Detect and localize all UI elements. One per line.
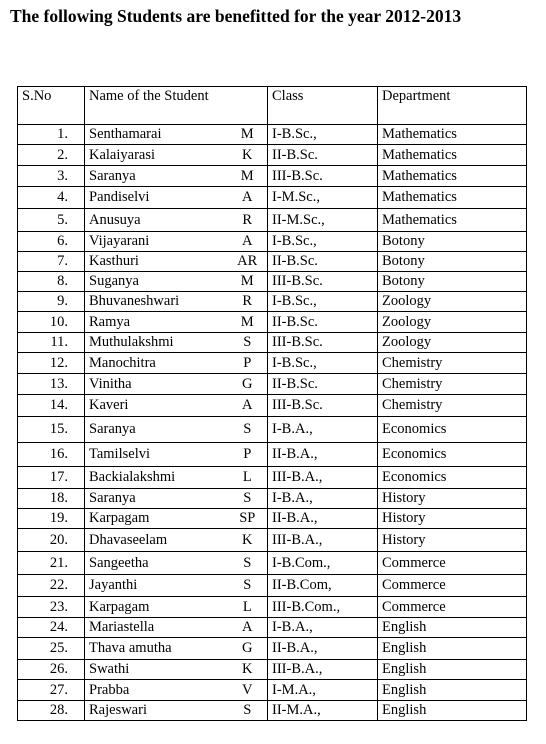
table-row <box>18 618 527 638</box>
table-row <box>18 575 527 597</box>
cell-name: Suganya <box>85 272 228 292</box>
cell-name: Manochitra <box>85 353 228 374</box>
cell-initial: S <box>228 489 268 509</box>
cell-department: Commerce <box>378 575 527 597</box>
cell-class: II-B.Sc. <box>268 374 378 395</box>
cell-name: Mariastella <box>85 618 228 638</box>
cell-sno: 2. <box>18 145 85 166</box>
cell-name: Kasthuri <box>85 252 228 272</box>
cell-name: Saranya <box>85 166 228 187</box>
cell-initial: R <box>228 292 268 312</box>
cell-department: English <box>378 618 527 638</box>
cell-department: Mathematics <box>378 166 527 187</box>
cell-initial: V <box>228 680 268 701</box>
table-row <box>18 680 527 701</box>
table-row <box>18 333 527 353</box>
cell-name: Jayanthi <box>85 575 228 597</box>
cell-name: Saranya <box>85 417 228 443</box>
table-row <box>18 529 527 552</box>
cell-sno: 20. <box>18 529 85 552</box>
header-name: Name of the Student <box>85 87 268 125</box>
cell-sno: 11. <box>18 333 85 353</box>
cell-name: Dhavaseelam <box>85 529 228 552</box>
cell-department: Botony <box>378 232 527 252</box>
cell-class: I-B.Sc., <box>268 125 378 145</box>
table-row <box>18 312 527 333</box>
cell-department: Mathematics <box>378 145 527 166</box>
cell-initial: A <box>228 187 268 209</box>
cell-initial: G <box>228 374 268 395</box>
cell-sno: 9. <box>18 292 85 312</box>
cell-name: Ramya <box>85 312 228 333</box>
cell-sno: 27. <box>18 680 85 701</box>
cell-name: Karpagam <box>85 509 228 529</box>
cell-department: History <box>378 529 527 552</box>
cell-department: English <box>378 680 527 701</box>
cell-sno: 8. <box>18 272 85 292</box>
table-row <box>18 187 527 209</box>
cell-sno: 28. <box>18 701 85 721</box>
cell-department: Commerce <box>378 597 527 618</box>
cell-initial: K <box>228 660 268 680</box>
cell-class: I-B.A., <box>268 618 378 638</box>
cell-initial: L <box>228 597 268 618</box>
cell-sno: 16. <box>18 443 85 467</box>
cell-initial: G <box>228 638 268 660</box>
table-row <box>18 701 527 721</box>
cell-name: Tamilselvi <box>85 443 228 467</box>
cell-class: II-M.Sc., <box>268 209 378 232</box>
cell-sno: 3. <box>18 166 85 187</box>
cell-name: Saranya <box>85 489 228 509</box>
cell-sno: 22. <box>18 575 85 597</box>
table-body <box>18 125 527 721</box>
table-row <box>18 489 527 509</box>
cell-name: Sangeetha <box>85 552 228 575</box>
cell-sno: 6. <box>18 232 85 252</box>
cell-department: Mathematics <box>378 125 527 145</box>
cell-sno: 19. <box>18 509 85 529</box>
cell-class: III-B.A., <box>268 467 378 489</box>
cell-initial: A <box>228 395 268 417</box>
cell-initial: P <box>228 443 268 467</box>
table-row <box>18 467 527 489</box>
cell-name: Anusuya <box>85 209 228 232</box>
cell-class: I-B.Sc., <box>268 232 378 252</box>
table-row <box>18 597 527 618</box>
table-row <box>18 232 527 252</box>
cell-department: History <box>378 489 527 509</box>
cell-initial: M <box>228 166 268 187</box>
cell-sno: 15. <box>18 417 85 443</box>
cell-name: Kaveri <box>85 395 228 417</box>
cell-initial: A <box>228 232 268 252</box>
header-sno: S.No <box>18 87 85 125</box>
table-row <box>18 166 527 187</box>
cell-initial: SP <box>228 509 268 529</box>
cell-class: II-B.Com, <box>268 575 378 597</box>
cell-class: I-M.A., <box>268 680 378 701</box>
cell-class: I-M.Sc., <box>268 187 378 209</box>
cell-class: II-B.A., <box>268 509 378 529</box>
cell-department: Zoology <box>378 312 527 333</box>
cell-initial: K <box>228 529 268 552</box>
cell-name: Vijayarani <box>85 232 228 252</box>
cell-department: Zoology <box>378 333 527 353</box>
cell-class: II-B.Sc. <box>268 312 378 333</box>
cell-initial: S <box>228 417 268 443</box>
cell-sno: 24. <box>18 618 85 638</box>
cell-initial: M <box>228 125 268 145</box>
table-row <box>18 395 527 417</box>
cell-class: II-B.Sc. <box>268 252 378 272</box>
cell-class: I-B.Sc., <box>268 292 378 312</box>
cell-name: Prabba <box>85 680 228 701</box>
cell-name: Bhuvaneshwari <box>85 292 228 312</box>
cell-initial: S <box>228 575 268 597</box>
cell-initial: L <box>228 467 268 489</box>
cell-sno: 14. <box>18 395 85 417</box>
cell-department: English <box>378 660 527 680</box>
table-row <box>18 660 527 680</box>
cell-sno: 7. <box>18 252 85 272</box>
table-row <box>18 209 527 232</box>
cell-department: Mathematics <box>378 209 527 232</box>
cell-department: History <box>378 509 527 529</box>
cell-department: Commerce <box>378 552 527 575</box>
cell-name: Thava amutha <box>85 638 228 660</box>
cell-name: Muthulakshmi <box>85 333 228 353</box>
cell-sno: 13. <box>18 374 85 395</box>
cell-name: Backialakshmi <box>85 467 228 489</box>
table-row <box>18 552 527 575</box>
cell-name: Rajeswari <box>85 701 228 721</box>
table-row <box>18 145 527 166</box>
cell-sno: 21. <box>18 552 85 575</box>
table-row <box>18 125 527 145</box>
cell-name: Vinitha <box>85 374 228 395</box>
cell-sno: 17. <box>18 467 85 489</box>
table-row <box>18 353 527 374</box>
cell-department: Zoology <box>378 292 527 312</box>
cell-sno: 23. <box>18 597 85 618</box>
cell-department: Economics <box>378 467 527 489</box>
cell-class: II-M.A., <box>268 701 378 721</box>
cell-department: Botony <box>378 252 527 272</box>
cell-class: I-B.Sc., <box>268 353 378 374</box>
header-class: Class <box>268 87 378 125</box>
cell-class: III-B.Com., <box>268 597 378 618</box>
cell-name: Swathi <box>85 660 228 680</box>
cell-class: III-B.A., <box>268 660 378 680</box>
cell-sno: 26. <box>18 660 85 680</box>
cell-sno: 4. <box>18 187 85 209</box>
cell-sno: 10. <box>18 312 85 333</box>
cell-class: II-B.Sc. <box>268 145 378 166</box>
cell-department: Economics <box>378 417 527 443</box>
cell-initial: AR <box>228 252 268 272</box>
cell-name: Pandiselvi <box>85 187 228 209</box>
cell-class: III-B.A., <box>268 529 378 552</box>
header-department: Department <box>378 87 527 125</box>
cell-initial: M <box>228 312 268 333</box>
cell-department: Chemistry <box>378 374 527 395</box>
cell-sno: 25. <box>18 638 85 660</box>
cell-name: Karpagam <box>85 597 228 618</box>
cell-sno: 1. <box>18 125 85 145</box>
cell-class: III-B.Sc. <box>268 272 378 292</box>
cell-sno: 18. <box>18 489 85 509</box>
cell-department: Mathematics <box>378 187 527 209</box>
cell-name: Senthamarai <box>85 125 228 145</box>
page-title: The following Students are benefitted for the year 2012-2013 <box>10 6 462 26</box>
cell-initial: K <box>228 145 268 166</box>
cell-department: Chemistry <box>378 353 527 374</box>
cell-initial: P <box>228 353 268 374</box>
table-row <box>18 417 527 443</box>
cell-class: III-B.Sc. <box>268 333 378 353</box>
cell-initial: R <box>228 209 268 232</box>
cell-class: III-B.Sc. <box>268 166 378 187</box>
table-row <box>18 443 527 467</box>
table-row <box>18 374 527 395</box>
cell-name: Kalaiyarasi <box>85 145 228 166</box>
cell-department: English <box>378 701 527 721</box>
cell-department: Economics <box>378 443 527 467</box>
cell-department: Botony <box>378 272 527 292</box>
cell-department: English <box>378 638 527 660</box>
cell-class: II-B.A., <box>268 638 378 660</box>
cell-initial: S <box>228 333 268 353</box>
cell-initial: S <box>228 701 268 721</box>
table-row <box>18 638 527 660</box>
cell-class: I-B.A., <box>268 417 378 443</box>
cell-class: I-B.A., <box>268 489 378 509</box>
table-header-row <box>18 87 527 125</box>
table-row <box>18 272 527 292</box>
cell-class: I-B.Com., <box>268 552 378 575</box>
cell-sno: 5. <box>18 209 85 232</box>
table-row <box>18 252 527 272</box>
table-row <box>18 292 527 312</box>
students-table <box>17 86 527 721</box>
cell-class: III-B.Sc. <box>268 395 378 417</box>
cell-initial: S <box>228 552 268 575</box>
table-row <box>18 509 527 529</box>
cell-department: Chemistry <box>378 395 527 417</box>
cell-class: II-B.A., <box>268 443 378 467</box>
cell-initial: M <box>228 272 268 292</box>
cell-initial: A <box>228 618 268 638</box>
cell-sno: 12. <box>18 353 85 374</box>
